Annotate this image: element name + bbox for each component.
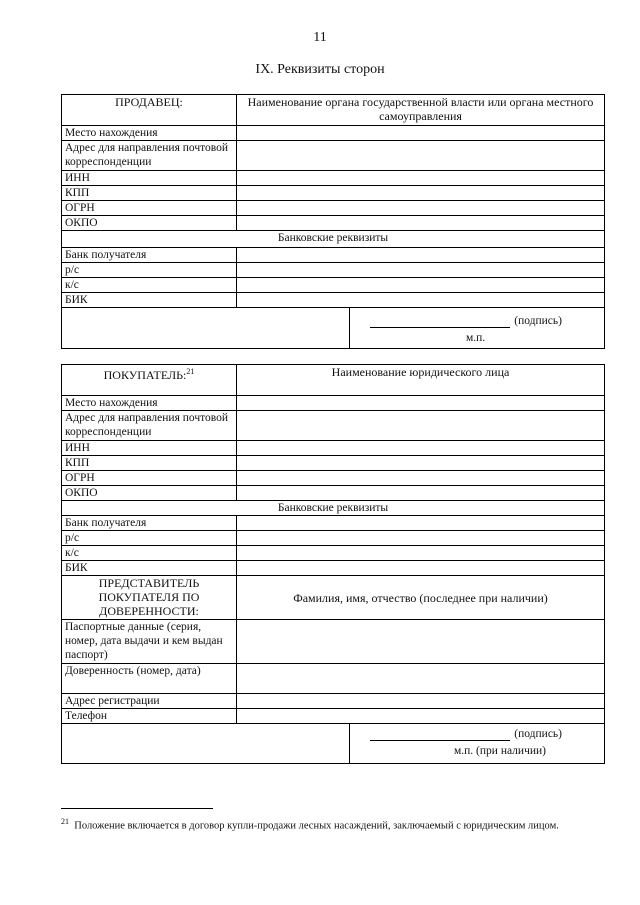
rep-value-registration-address[interactable] bbox=[237, 694, 605, 709]
seller-row-postal-address: Адрес для направления почтовой корреспонденции bbox=[62, 141, 237, 171]
buyer-bank-row-bank: Банк получателя bbox=[62, 516, 237, 531]
representative-header: ПРЕДСТАВИТЕЛЬ ПОКУПАТЕЛЯ ПО ДОВЕРЕННОСТИ: bbox=[62, 576, 237, 620]
footnote-ref: 21 bbox=[186, 367, 195, 376]
buyer-value-okpo[interactable] bbox=[237, 486, 605, 501]
rep-row-power-of-attorney: Доверенность (номер, дата) bbox=[62, 664, 237, 694]
buyer-bank-value-ks[interactable] bbox=[237, 546, 605, 561]
buyer-value-postal-address[interactable] bbox=[237, 411, 605, 441]
buyer-name-header: Наименование юридического лица bbox=[237, 365, 605, 396]
buyer-table bbox=[61, 364, 605, 764]
buyer-bank-value-bank[interactable] bbox=[237, 516, 605, 531]
seller-signature-blank bbox=[62, 308, 350, 349]
seller-name-header: Наименование органа государственной власти или органа местного самоуправления bbox=[237, 95, 605, 126]
buyer-stamp: м.п. (при наличии) bbox=[454, 745, 546, 757]
rep-value-power-of-attorney[interactable] bbox=[237, 664, 605, 694]
seller-bank-row-bik: БИК bbox=[62, 293, 237, 308]
footnote-text: Положение включается в договор купли-продажи лесных насаждений, заключаемый с юридическим лицом. bbox=[74, 820, 559, 832]
buyer-value-location[interactable] bbox=[237, 396, 605, 411]
seller-signature-line bbox=[370, 317, 510, 328]
rep-row-phone: Телефон bbox=[62, 709, 237, 724]
rep-row-passport: Паспортные данные (серия, номер, дата выдачи и кем выдан паспорт) bbox=[62, 620, 237, 664]
seller-row-location: Место нахождения bbox=[62, 126, 237, 141]
seller-table bbox=[61, 94, 605, 349]
buyer-signature: (подпись) bbox=[370, 727, 562, 741]
section-title: IX. Реквизиты сторон bbox=[255, 62, 385, 77]
rep-value-passport[interactable] bbox=[237, 620, 605, 664]
seller-bank-value-rs[interactable] bbox=[237, 263, 605, 278]
seller-stamp: м.п. bbox=[466, 332, 486, 344]
buyer-row-inn: ИНН bbox=[62, 441, 237, 456]
buyer-row-postal-address: Адрес для направления почтовой корреспонденции bbox=[62, 411, 237, 441]
buyer-value-inn[interactable] bbox=[237, 441, 605, 456]
seller-value-okpo[interactable] bbox=[237, 216, 605, 231]
buyer-value-ogrn[interactable] bbox=[237, 471, 605, 486]
seller-row-inn: ИНН bbox=[62, 171, 237, 186]
seller-bank-row-ks: к/с bbox=[62, 278, 237, 293]
footnote-number: 21 bbox=[61, 817, 69, 826]
seller-value-inn[interactable] bbox=[237, 171, 605, 186]
representative-name-header: Фамилия, имя, отчество (последнее при наличии) bbox=[237, 576, 605, 620]
seller-header: ПРОДАВЕЦ: bbox=[62, 95, 237, 126]
buyer-bank-header: Банковские реквизиты bbox=[62, 501, 605, 516]
seller-value-kpp[interactable] bbox=[237, 186, 605, 201]
buyer-bank-row-rs: р/с bbox=[62, 531, 237, 546]
footnote-divider bbox=[61, 808, 213, 809]
seller-value-location[interactable] bbox=[237, 126, 605, 141]
seller-bank-row-bank: Банк получателя bbox=[62, 248, 237, 263]
buyer-bank-value-rs[interactable] bbox=[237, 531, 605, 546]
buyer-row-kpp: КПП bbox=[62, 456, 237, 471]
buyer-bank-row-bik: БИК bbox=[62, 561, 237, 576]
seller-bank-value-bik[interactable] bbox=[237, 293, 605, 308]
buyer-signature-blank bbox=[62, 724, 350, 764]
buyer-bank-value-bik[interactable] bbox=[237, 561, 605, 576]
buyer-header: ПОКУПАТЕЛЬ:$^{21}$ bbox=[62, 365, 237, 396]
seller-bank-row-rs: р/с bbox=[62, 263, 237, 278]
rep-row-registration-address: Адрес регистрации bbox=[62, 694, 237, 709]
buyer-signature-line bbox=[370, 730, 510, 741]
page-number: 11 bbox=[313, 30, 327, 45]
seller-bank-value-bank[interactable] bbox=[237, 248, 605, 263]
buyer-value-kpp[interactable] bbox=[237, 456, 605, 471]
rep-value-phone[interactable] bbox=[237, 709, 605, 724]
seller-bank-value-ks[interactable] bbox=[237, 278, 605, 293]
seller-row-ogrn: ОГРН bbox=[62, 201, 237, 216]
seller-value-ogrn[interactable] bbox=[237, 201, 605, 216]
seller-value-postal-address[interactable] bbox=[237, 141, 605, 171]
seller-row-okpo: ОКПО bbox=[62, 216, 237, 231]
seller-signature-cell[interactable] bbox=[350, 308, 605, 349]
seller-bank-header: Банковские реквизиты bbox=[62, 231, 605, 248]
buyer-signature-cell[interactable] bbox=[350, 724, 605, 764]
buyer-row-okpo: ОКПО bbox=[62, 486, 237, 501]
buyer-row-location: Место нахождения bbox=[62, 396, 237, 411]
seller-row-kpp: КПП bbox=[62, 186, 237, 201]
seller-signature: (подпись) bbox=[370, 314, 562, 328]
footnote bbox=[61, 814, 604, 835]
buyer-bank-row-ks: к/с bbox=[62, 546, 237, 561]
buyer-row-ogrn: ОГРН bbox=[62, 471, 237, 486]
